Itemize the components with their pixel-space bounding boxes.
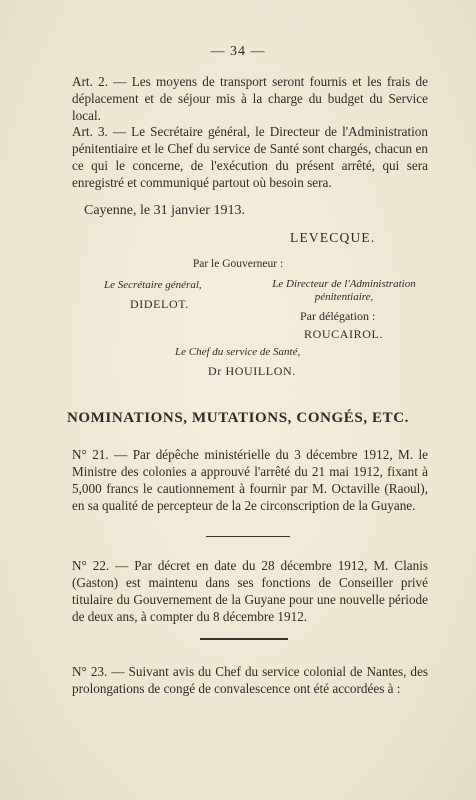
notice-22-paragraph: N° 22. — Par décret en date du 28 décembre 1912, M. Clanis (Gaston) est maintenu dans ses fonctions de Conseiller privé titulaire du Gouvernement de la Guyane pour une nouvelle période de deux ans, à compter du 8 décembre 1912. (72, 558, 428, 624)
secretaire-name: DIDELOT. (130, 297, 189, 311)
directeur-name: ROUCAIROL. (304, 327, 384, 341)
directeur-role-line-1: Le Directeur de l'Administration (272, 278, 416, 290)
notice-23-paragraph: N° 23. — Suivant avis du Chef du service colonial de Nantes, des prolongations de congé de convalescence ont été accordées à : (72, 664, 428, 696)
directeur-role-line-2: pénitentiaire, (314, 291, 374, 303)
chef-sante-role: Le Chef du service de Santé, (175, 346, 301, 358)
chef-sante-name: Dr HOUILLON. (208, 364, 296, 378)
article-2-paragraph: Art. 2. — Les moyens de transport seront fournis et les frais de déplacement et de séjour mis à la charge du budget du Service local. (72, 74, 428, 123)
separator-rule-bold (200, 638, 288, 640)
secretaire-role: Le Secrétaire général, (104, 279, 202, 291)
par-le-gouverneur: Par le Gouverneur : (192, 258, 284, 270)
section-title: NOMINATIONS, MUTATIONS, CONGÉS, ETC. (66, 410, 410, 426)
notice-21-paragraph: N° 21. — Par dépêche ministérielle du 3 décembre 1912, M. le Ministre des colonies a approuvé l'arrêté du 21 mai 1912, fixant à 5,000 francs le cautionnement à fournir par M. Octaville (Raoul), en sa qualité de percepteur de la 2e circonscription de la Guyane. (72, 447, 428, 513)
article-3-paragraph: Art. 3. — Le Secrétaire général, le Directeur de l'Administration pénitentiaire et le Chef du service de Santé sont chargés, chacun en ce qui le concerne, de l'exécution du présent arrêté, qui sera enregistré et communiqué partout où besoin sera. (72, 124, 428, 190)
separator-rule (206, 536, 290, 537)
par-delegation: Par délégation : (300, 309, 376, 323)
page-number: — 34 — (210, 44, 266, 59)
place-date: Cayenne, le 31 janvier 1913. (84, 203, 245, 218)
governor-signature: LEVECQUE. (290, 230, 376, 245)
directeur-role (254, 278, 434, 304)
